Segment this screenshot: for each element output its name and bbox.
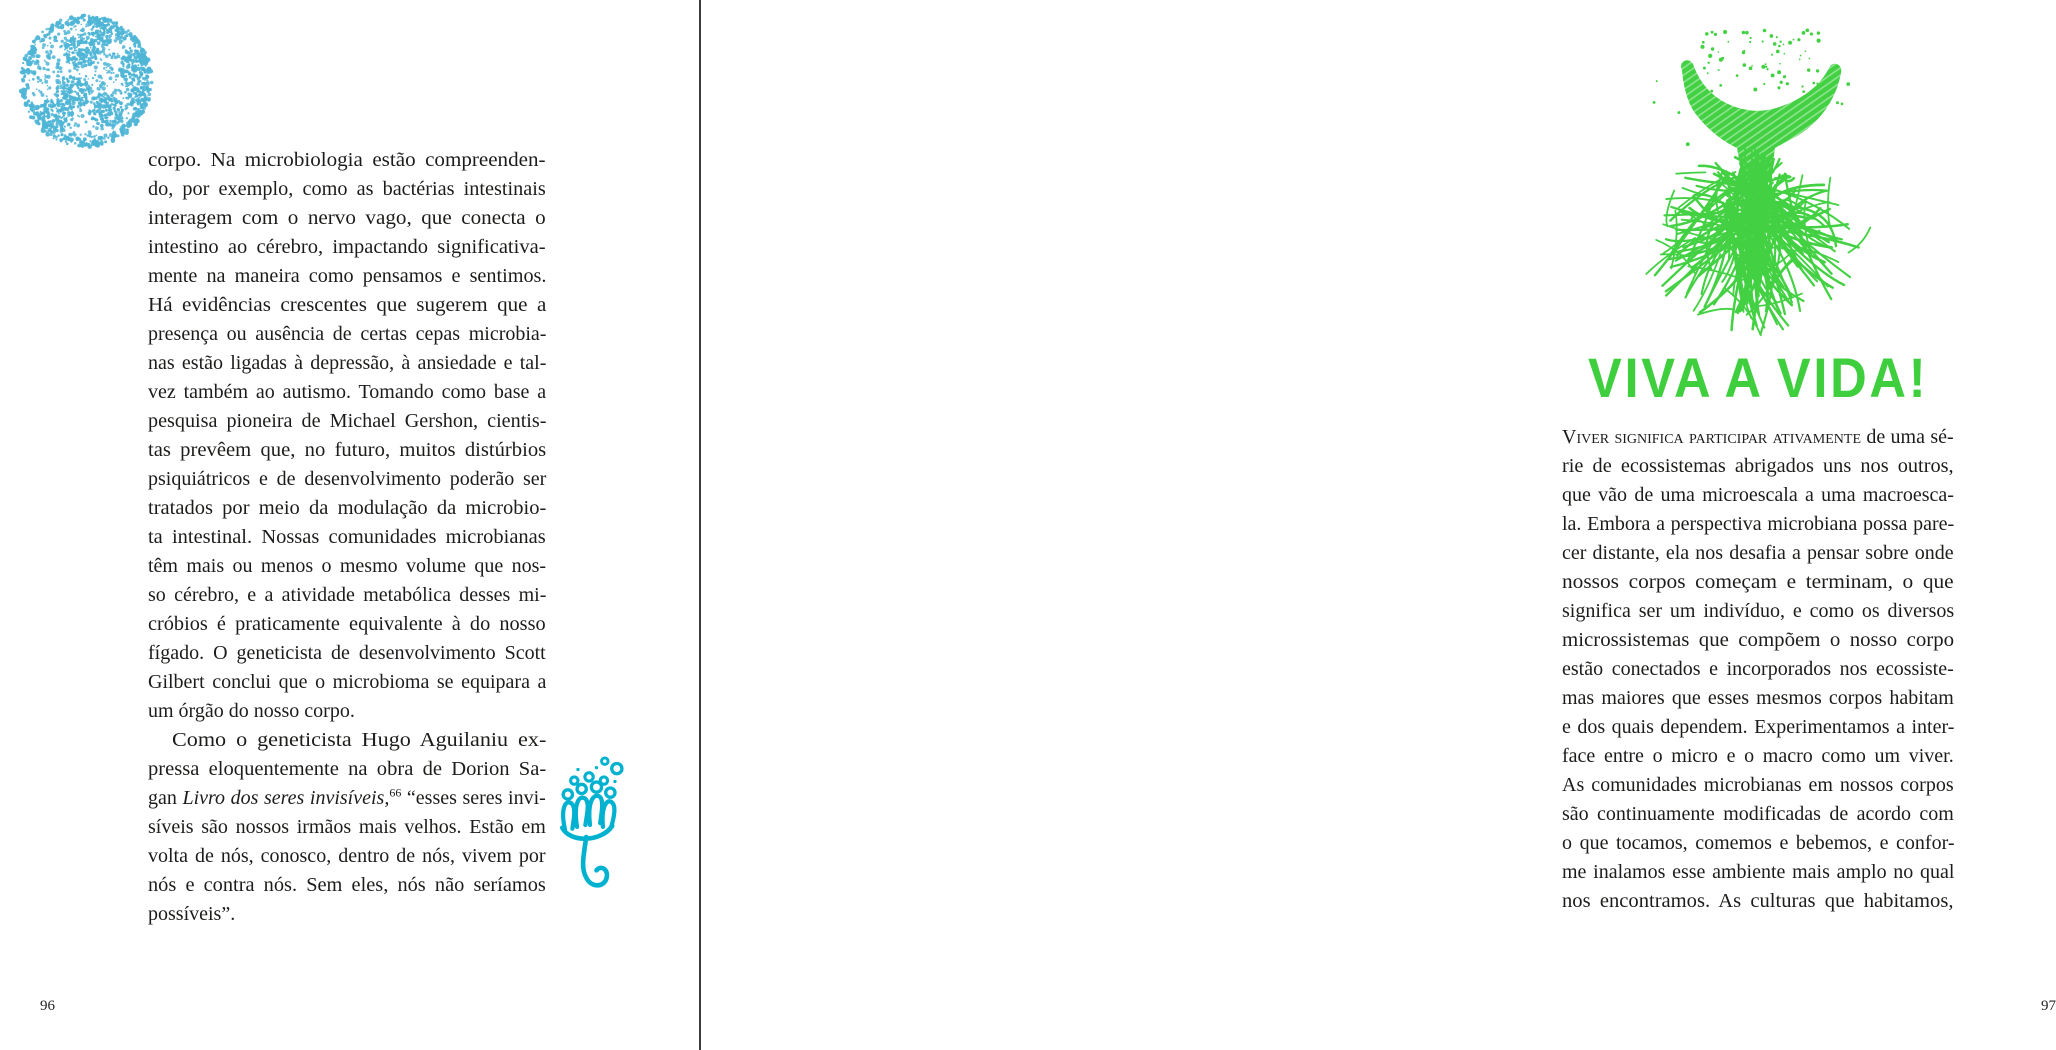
text-line: do, por exemplo, como as bactérias intestinais	[148, 178, 546, 200]
text-line: Gilbert conclui que o microbioma se equipara a	[148, 671, 547, 693]
text-line: são continuamente modificadas de acordo com	[1562, 803, 1954, 825]
text-line: possíveis”.	[148, 903, 236, 925]
text-line: la. Embora a perspectiva microbiana possa pare-	[1562, 513, 1955, 535]
right-page	[700, 0, 2056, 1050]
text-line: face entre o micro e o macro como um viver.	[1562, 745, 1954, 767]
text-segment: “esses seres invi-	[401, 787, 546, 809]
text-line: estão conectados e incorporados nos ecossiste-	[1562, 658, 1954, 680]
text-segment: de uma sé-	[1861, 426, 1954, 448]
text-line: intestino ao cérebro, impactando significativa-	[148, 236, 546, 258]
text-line: pesquisa pioneira de Michael Gershon, cientis-	[148, 410, 547, 432]
page-number-right: 97	[2041, 998, 2056, 1014]
text-line: e dos quais dependem. Experimentamos a inter-	[1562, 716, 1955, 738]
text-line: tas prevêem que, no futuro, muitos distúrbios	[148, 439, 547, 461]
right-page-text-column	[1562, 423, 1954, 916]
book-title-reference: Livro dos seres invisíveis,	[182, 787, 390, 809]
text-line: microssistemas que compõem o nosso corpo	[1562, 629, 1955, 651]
left-page-text-column	[148, 146, 546, 929]
text-line: têm mais ou menos o mesmo volume que nos-	[148, 555, 547, 577]
text-line: cróbios é praticamente equivalente à do nosso	[148, 613, 546, 635]
text-line	[148, 784, 546, 813]
text-line: Como o geneticista Hugo Aguilaniu ex-	[172, 729, 547, 751]
text-line: Há evidências crescentes que sugerem que a	[148, 294, 547, 316]
text-line: so cérebro, e a atividade metabólica desses mi-	[148, 584, 547, 606]
text-line: mas maiores que esses mesmos corpos habitam	[1562, 687, 1954, 709]
text-line: mente na maneira como pensamos e sentimos.	[148, 265, 547, 287]
text-segment: gan	[148, 787, 183, 809]
text-line: interagem com o nervo vago, que conecta o	[148, 207, 546, 229]
lead-smallcaps: Viver significa participar ativamente	[1562, 426, 1862, 448]
text-line: volta de nós, conosco, dentro de nós, vivem por	[148, 845, 546, 867]
text-line: nossos corpos começam e terminam, o que	[1562, 571, 1954, 593]
text-line: o que tocamos, comemos e bebemos, e confor-	[1562, 832, 1955, 854]
text-line: me inalamos esse ambiente mais amplo no qual	[1562, 861, 1955, 883]
text-line: corpo. Na microbiologia estão compreenden-	[148, 149, 546, 171]
text-line: vez também ao autismo. Tomando como base a	[148, 381, 547, 403]
fungus-sketch-illustration	[553, 753, 627, 897]
text-line: que vão de uma microescala a uma macroesca-	[1562, 484, 1954, 506]
text-line: significa ser um indivíduo, e como os diversos	[1562, 600, 1955, 622]
text-line: síveis são nossos irmãos mais velhos. Estão em	[148, 816, 546, 838]
chapter-title: VIVA A VIDA!	[1588, 346, 1929, 409]
text-line: psiquiátricos e de desenvolvimento poderão ser	[148, 468, 547, 490]
text-line: nós e contra nós. Sem eles, nós não seríamos	[148, 874, 546, 896]
text-line: pressa eloquentemente na obra de Dorion Sa-	[148, 758, 547, 780]
left-page	[0, 0, 700, 1050]
text-line: cer distante, ela nos desafia a pensar sobre onde	[1562, 542, 1954, 564]
text-line: tratados por meio da modulação da microbio-	[148, 497, 547, 519]
text-line: um órgão do nosso corpo.	[148, 700, 355, 722]
text-line: presença ou ausência de certas cepas microbia-	[148, 323, 547, 345]
text-line: nas estão ligadas à depressão, à ansiedade e tal-	[148, 352, 547, 374]
text-line	[1562, 423, 1954, 452]
text-line: ta intestinal. Nossas comunidades microbianas	[148, 526, 546, 548]
text-line: As comunidades microbianas em nossos corpos	[1562, 774, 1954, 796]
whale-tail-roots-illustration	[1642, 20, 1867, 345]
footnote-marker: 66	[389, 785, 402, 800]
microbe-sphere-illustration	[16, 11, 156, 151]
text-line: rie de ecossistemas abrigados uns nos outros,	[1562, 455, 1954, 477]
page-number-left: 96	[40, 998, 55, 1014]
text-line: fígado. O geneticista de desenvolvimento Scott	[148, 642, 546, 664]
text-line: nos encontramos. As culturas que habitamos,	[1562, 890, 1954, 912]
